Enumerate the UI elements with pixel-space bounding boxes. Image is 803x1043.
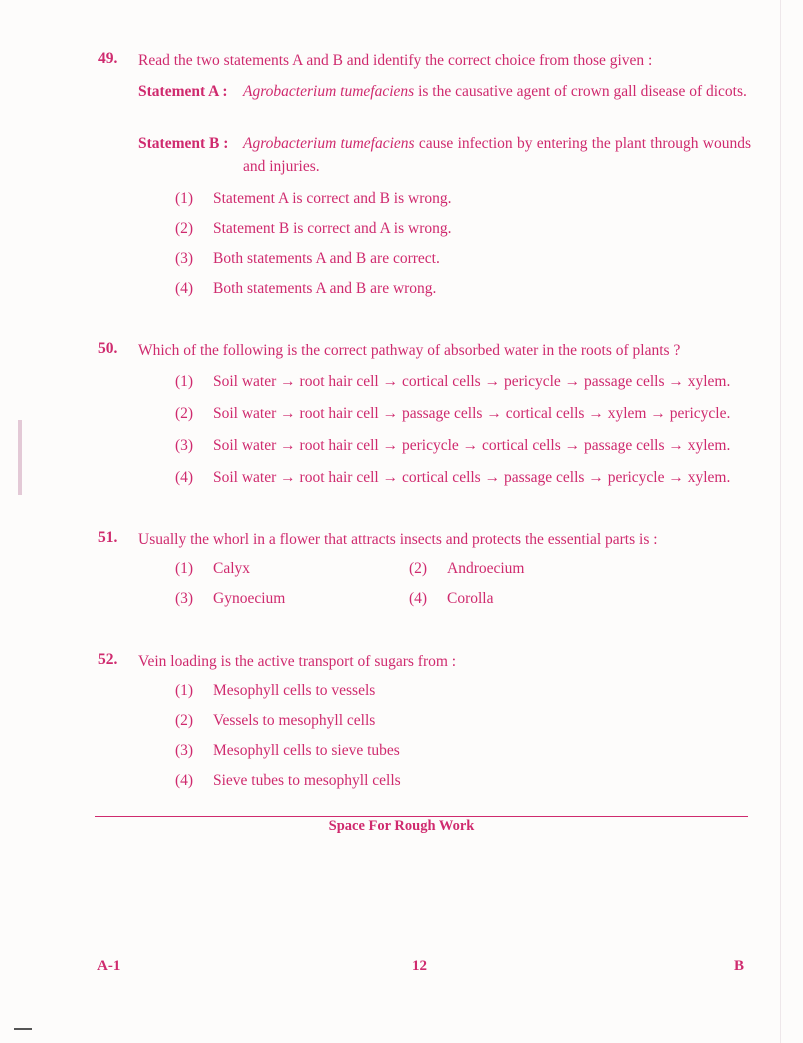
- question-51: [98, 529, 758, 614]
- rough-work-divider: [95, 816, 748, 817]
- option-text: Statement A is correct and B is wrong.: [213, 190, 452, 207]
- option[interactable]: [175, 741, 400, 761]
- option-number: (1): [175, 373, 194, 390]
- question-49: [98, 50, 758, 300]
- option[interactable]: [175, 468, 730, 488]
- option-number: (4): [175, 469, 194, 486]
- question-number: 49.: [98, 50, 118, 67]
- option[interactable]: [175, 189, 452, 209]
- option-text: Sieve tubes to mesophyll cells: [213, 772, 401, 789]
- footer-code: A-1: [97, 958, 121, 974]
- option[interactable]: [175, 249, 440, 269]
- option-text: Gynoecium: [213, 590, 286, 607]
- option-number: (3): [175, 437, 194, 454]
- question-text: Vein loading is the active transport of sugars from :: [138, 653, 457, 670]
- question-text: Which of the following is the correct pathway of absorbed water in the roots of plants ?: [138, 342, 681, 359]
- option-text: Both statements A and B are wrong.: [213, 280, 437, 297]
- scan-mark: [14, 1028, 32, 1030]
- option-text: Soil water → root hair cell → cortical cells → pericycle → passage cells → xylem.: [213, 373, 731, 390]
- option-number: (1): [175, 560, 194, 577]
- question-50: [98, 340, 778, 490]
- option-text: Soil water → root hair cell → passage cells → cortical cells → xylem → pericycle.: [213, 405, 731, 422]
- option-number: (2): [175, 712, 194, 729]
- option-text: Soil water → root hair cell → cortical cells → passage cells → pericycle → xylem.: [213, 469, 731, 486]
- option-number: (4): [175, 280, 194, 297]
- option[interactable]: [175, 711, 375, 731]
- question-text: Usually the whorl in a flower that attracts insects and protects the essential parts is :: [138, 531, 658, 548]
- page-number: 12: [412, 958, 427, 974]
- statement-a-label: Statement A :: [138, 83, 228, 100]
- scan-mark: [18, 420, 22, 495]
- option-number: (3): [175, 742, 194, 759]
- option[interactable]: [175, 559, 250, 579]
- option-number: (3): [175, 250, 194, 267]
- option-number: (3): [175, 590, 194, 607]
- option-text: Androecium: [447, 560, 525, 577]
- option-number: (2): [175, 405, 194, 422]
- option-number: (4): [409, 590, 428, 607]
- option-text: Both statements A and B are correct.: [213, 250, 440, 267]
- option[interactable]: [175, 404, 730, 424]
- option-text: Corolla: [447, 590, 494, 607]
- option-text: Mesophyll cells to sieve tubes: [213, 742, 400, 759]
- option[interactable]: [409, 559, 524, 579]
- option[interactable]: [175, 372, 730, 392]
- question-text: Read the two statements A and B and identify the correct choice from those given :: [138, 52, 653, 69]
- question-52: [98, 651, 758, 796]
- option-text: Calyx: [213, 560, 251, 577]
- question-number: 50.: [98, 340, 118, 357]
- option[interactable]: [409, 589, 494, 609]
- question-number: 52.: [98, 651, 118, 668]
- statement-a-text: Agrobacterium tumefaciens is the causative agent of crown gall disease of dicots.: [243, 83, 747, 100]
- option[interactable]: [175, 219, 452, 239]
- option-number: (1): [175, 190, 194, 207]
- statement-b-label: Statement B :: [138, 135, 229, 152]
- option[interactable]: [175, 589, 285, 609]
- option[interactable]: [175, 771, 401, 791]
- question-number: 51.: [98, 529, 118, 546]
- option-text: Statement B is correct and A is wrong.: [213, 220, 452, 237]
- option-number: (1): [175, 682, 194, 699]
- option-number: (2): [409, 560, 428, 577]
- statement-b-text: Agrobacterium tumefaciens cause infection by entering the plant through wounds and injuries.: [243, 135, 751, 175]
- option-number: (2): [175, 220, 194, 237]
- rough-work-label: Space For Rough Work: [328, 818, 475, 834]
- option-text: Soil water → root hair cell → pericycle → cortical cells → passage cells → xylem.: [213, 437, 731, 454]
- scan-mark: [780, 0, 781, 1043]
- option-text: Vessels to mesophyll cells: [213, 712, 376, 729]
- option[interactable]: [175, 681, 375, 701]
- footer-series: B: [734, 958, 745, 974]
- option[interactable]: [175, 279, 436, 299]
- option-text: Mesophyll cells to vessels: [213, 682, 376, 699]
- option-number: (4): [175, 772, 194, 789]
- option[interactable]: [175, 436, 730, 456]
